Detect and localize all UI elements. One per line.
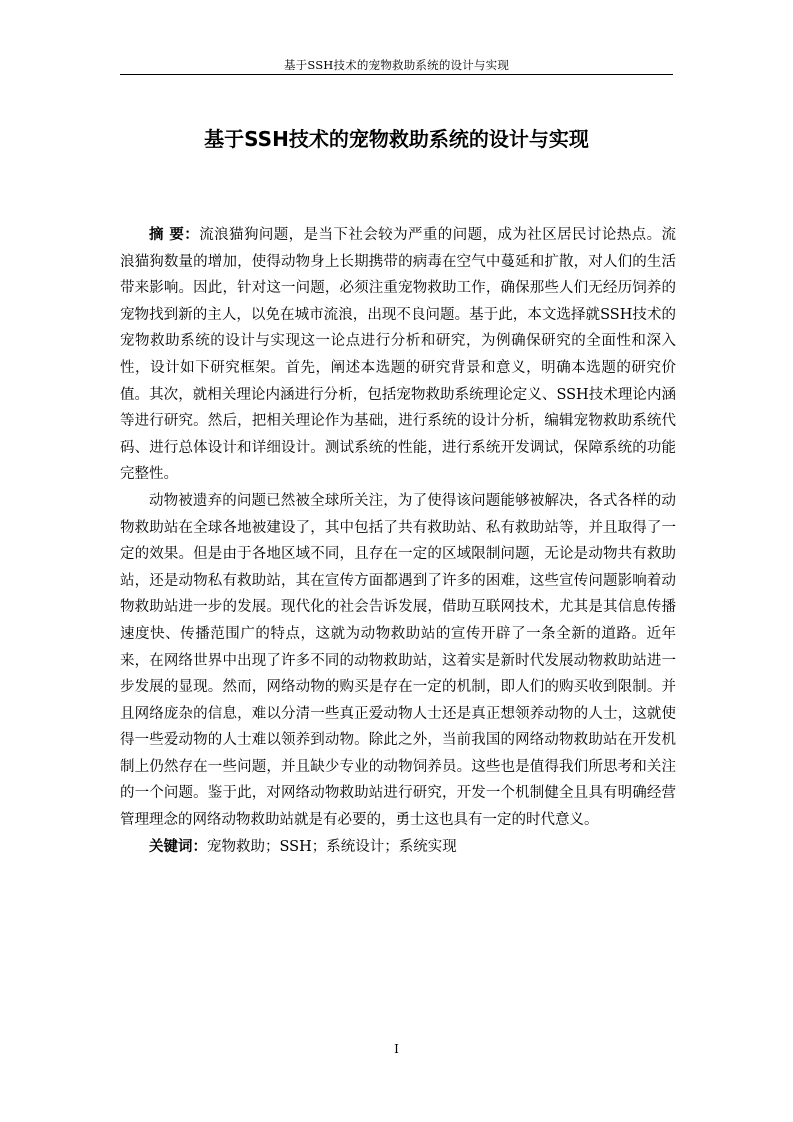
header-divider — [120, 74, 673, 75]
keywords-text: 宠物救助；SSH；系统设计；系统实现 — [207, 838, 457, 855]
abstract-paragraph-1 — [120, 222, 676, 488]
paper-title: 基于SSH技术的宠物救助系统的设计与实现 — [204, 127, 589, 151]
abstract-paragraph-2: 动物被遗弃的问题已然被全球所关注，为了使得该问题能够被解决，各式各样的动物救助站在全球各地被建设了，其中包括了共有救助站、私有救助站等，并且取得了一定的效果。但是由于各地区域不同，且存在一定的区域限制问题，无论是动物共有救助站，还是动物私有救助站，其在宣传方面都遇到了许多的困难，这些宣传问题影响着动物救助站进一步的发展。现代化的社会告诉发展，借助互联网技术，尤其是其信息传播速度快、传播范围广的特点，这就为动物救助站的宣传开辟了一条全新的道路。近年来，在网络世界中出现了许多不同的动物救助站，这着实是新时代发展动物救助站进一步发展的显现。然而，网络动物的购买是存在一定的机制，即人们的购买收到限制。并且网络庞杂的信息，难以分清一些真正爱动物人士还是真正想领养动物的人士，这就使得一些爱动物的人士难以领养到动物。除此之外，当前我国的网络动物救助站在开发机制上仍然存在一些问题，并且缺少专业的动物饲养员。这些也是值得我们所思考和关注的一个问题。鉴于此，对网络动物救助站进行研究，开发一个机制健全且具有明确经营管理理念的网络动物救助站就是有必要的，勇士这也具有一定的时代意义。 — [120, 492, 676, 829]
abstract-section — [120, 222, 676, 860]
keywords-label: 关键词： — [149, 838, 207, 855]
keywords-line — [120, 834, 676, 861]
abstract-label: 摘 要： — [149, 227, 200, 243]
abstract-text-1: 流浪猫狗问题，是当下社会较为严重的问题，成为社区居民讨论热点。流浪猫狗数量的增加，使得动物身上长期携带的病毒在空气中蔓延和扩散，对人们的生活带来影响。因此，针对这一问题，必须注重宠物救助工作，确保那些人们无经历饲养的宠物找到新的主人，以免在城市流浪，出现不良问题。基于此，本文选择就SSH技术的宠物救助系统的设计与实现这一论点进行分析和研究，为例确保研究的全面性和深入性，设计如下研究框架。首先，阐述本选题的研究背景和意义，明确本选题的研究价值。其次，就相关理论内涵进行分析，包括宠物救助系统理论定义、SSH技术理论内涵等进行研究。然后，把相关理论作为基础，进行系统的设计分析，编辑宠物救助系统代码、进行总体设计和详细设计。测试系统的性能，进行系统开发调试，保障系统的功能完整性。 — [120, 227, 676, 483]
page-number: I — [394, 1042, 399, 1056]
running-header: 基于SSH技术的宠物救助系统的设计与实现 — [283, 58, 510, 72]
